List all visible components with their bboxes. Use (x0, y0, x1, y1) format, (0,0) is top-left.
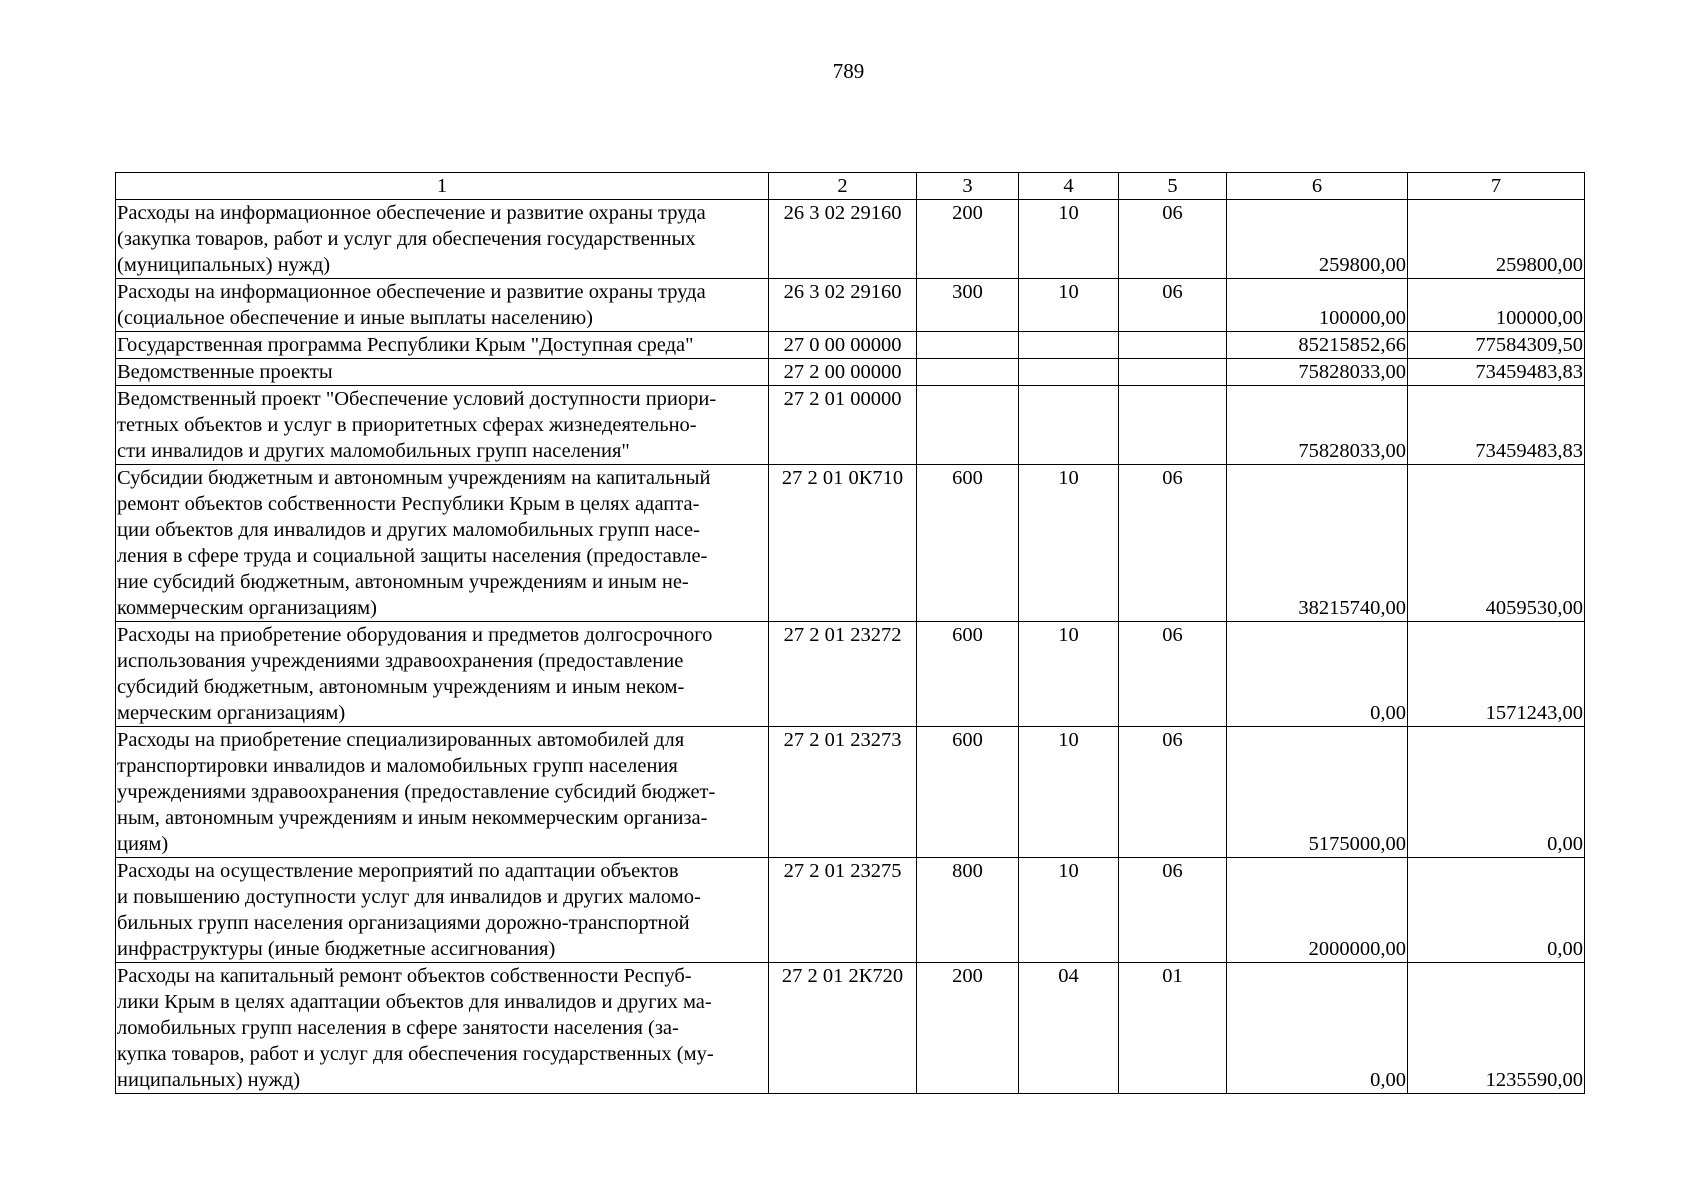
row-col4: 10 (1019, 279, 1119, 332)
column-header-4: 4 (1019, 173, 1119, 200)
row-col3: 800 (917, 858, 1019, 963)
row-description: Расходы на информационное обеспечение и развитие охраны труда (социальное обеспечение и иные выплаты населению) (116, 279, 769, 332)
row-col5 (1119, 386, 1227, 465)
table-row (116, 465, 1585, 622)
table-row (116, 200, 1585, 279)
row-amount-col6: 75828033,00 (1227, 386, 1408, 465)
row-code: 27 2 01 00000 (769, 386, 917, 465)
row-col3 (917, 386, 1019, 465)
row-col5 (1119, 359, 1227, 386)
row-amount-col7: 73459483,83 (1408, 386, 1585, 465)
table-row (116, 332, 1585, 359)
row-amount-col6: 38215740,00 (1227, 465, 1408, 622)
row-amount-col6: 0,00 (1227, 963, 1408, 1094)
row-amount-col7: 73459483,83 (1408, 359, 1585, 386)
column-header-2: 2 (769, 173, 917, 200)
row-amount-col7: 0,00 (1408, 727, 1585, 858)
column-header-3: 3 (917, 173, 1019, 200)
row-description: Субсидии бюджетным и автономным учреждениям на капитальный ремонт объектов собственности Республики Крым в целях адапта- ции объектов для инвалидов и других маломобильных групп насе- ления в сфере труда и социальной защиты населения (предоставле- ние субсидий бюджетным, автономным учреждениям и иным не- коммерческим организациям) (116, 465, 769, 622)
row-description: Расходы на капитальный ремонт объектов собственности Респуб- лики Крым в целях адаптации объектов для инвалидов и других ма- ломобильных групп населения в сфере занятости населения (за- купка товаров, работ и услуг для обеспечения государственных (му- ниципальных) нужд) (116, 963, 769, 1094)
row-col3: 600 (917, 727, 1019, 858)
column-header-7: 7 (1408, 173, 1585, 200)
row-col4: 10 (1019, 622, 1119, 727)
row-description: Расходы на приобретение оборудования и предметов долгосрочного использования учреждениями здравоохранения (предоставление субсидий бюджетным, автономным учреждениям и иным неком- мерческим организациям) (116, 622, 769, 727)
row-col3 (917, 332, 1019, 359)
row-description: Государственная программа Республики Крым "Доступная среда" (116, 332, 769, 359)
row-code: 26 3 02 29160 (769, 200, 917, 279)
row-amount-col7: 77584309,50 (1408, 332, 1585, 359)
row-amount-col7: 100000,00 (1408, 279, 1585, 332)
row-code: 27 0 00 00000 (769, 332, 917, 359)
budget-table (115, 172, 1585, 1094)
page-number: 789 (832, 59, 865, 83)
column-header-6: 6 (1227, 173, 1408, 200)
row-col4: 10 (1019, 858, 1119, 963)
row-code: 26 3 02 29160 (769, 279, 917, 332)
row-amount-col7: 4059530,00 (1408, 465, 1585, 622)
row-col5: 06 (1119, 465, 1227, 622)
row-amount-col7: 259800,00 (1408, 200, 1585, 279)
row-code: 27 2 01 23275 (769, 858, 917, 963)
row-amount-col6: 85215852,66 (1227, 332, 1408, 359)
row-col4: 10 (1019, 465, 1119, 622)
row-amount-col6: 75828033,00 (1227, 359, 1408, 386)
table-row (116, 386, 1585, 465)
row-amount-col6: 5175000,00 (1227, 727, 1408, 858)
table-row (116, 622, 1585, 727)
row-code: 27 2 01 2К720 (769, 963, 917, 1094)
row-col5: 06 (1119, 200, 1227, 279)
row-col5: 06 (1119, 279, 1227, 332)
row-col3: 200 (917, 200, 1019, 279)
row-col3: 600 (917, 465, 1019, 622)
table-row (116, 727, 1585, 858)
row-amount-col6: 0,00 (1227, 622, 1408, 727)
table-row (116, 858, 1585, 963)
row-amount-col7: 1235590,00 (1408, 963, 1585, 1094)
row-col3: 600 (917, 622, 1019, 727)
column-header-5: 5 (1119, 173, 1227, 200)
row-description: Расходы на осуществление мероприятий по адаптации объектов и повышению доступности услуг для инвалидов и других маломо- бильных групп населения организациями дорожно-транспортной инфраструктуры (иные бюджетные ассигнования) (116, 858, 769, 963)
row-description: Расходы на информационное обеспечение и развитие охраны труда (закупка товаров, работ и услуг для обеспечения государственных (муниципальных) нужд) (116, 200, 769, 279)
row-col4: 10 (1019, 200, 1119, 279)
row-amount-col6: 100000,00 (1227, 279, 1408, 332)
table-row (116, 279, 1585, 332)
row-code: 27 2 01 0К710 (769, 465, 917, 622)
row-col5: 01 (1119, 963, 1227, 1094)
row-col3 (917, 359, 1019, 386)
column-header-1: 1 (116, 173, 769, 200)
row-col5: 06 (1119, 858, 1227, 963)
row-col4 (1019, 332, 1119, 359)
row-col4 (1019, 386, 1119, 465)
table-row (116, 963, 1585, 1094)
row-amount-col6: 2000000,00 (1227, 858, 1408, 963)
row-code: 27 2 00 00000 (769, 359, 917, 386)
row-col4 (1019, 359, 1119, 386)
table-row (116, 359, 1585, 386)
row-code: 27 2 01 23272 (769, 622, 917, 727)
row-col4: 04 (1019, 963, 1119, 1094)
row-col5: 06 (1119, 622, 1227, 727)
row-amount-col7: 0,00 (1408, 858, 1585, 963)
row-col3: 200 (917, 963, 1019, 1094)
row-col3: 300 (917, 279, 1019, 332)
row-col4: 10 (1019, 727, 1119, 858)
row-amount-col7: 1571243,00 (1408, 622, 1585, 727)
row-code: 27 2 01 23273 (769, 727, 917, 858)
row-col5: 06 (1119, 727, 1227, 858)
row-col5 (1119, 332, 1227, 359)
row-description: Расходы на приобретение специализированных автомобилей для транспортировки инвалидов и маломобильных групп населения учреждениями здравоохранения (предоставление субсидий бюджет- ным, автономным учреждениям и иным некоммерческим организа- циям) (116, 727, 769, 858)
table-header-row (116, 173, 1585, 200)
row-description: Ведомственные проекты (116, 359, 769, 386)
row-amount-col6: 259800,00 (1227, 200, 1408, 279)
row-description: Ведомственный проект "Обеспечение условий доступности приори- тетных объектов и услуг в приоритетных сферах жизнедеятельно- сти инвалидов и других маломобильных групп населения" (116, 386, 769, 465)
